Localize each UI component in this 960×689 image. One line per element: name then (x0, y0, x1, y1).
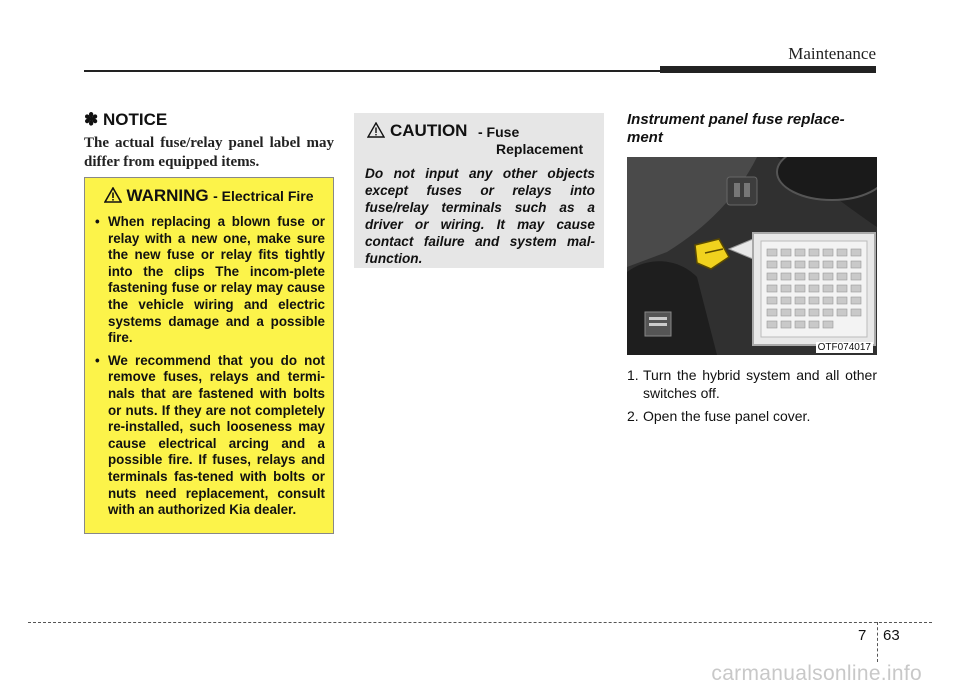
watermark: carmanualsonline.info (711, 662, 922, 685)
warning-subtitle: - Electrical Fire (213, 188, 314, 204)
chapter-number: 7 (858, 627, 867, 644)
warning-item: • When replacing a blown fuse or relay with a new one, make sure the new fuse or relay fits tightly into the clips The incom-plete fastening fuse or relay may cause the vehicle wiring and electric systems damage and a possible fire. (93, 214, 325, 347)
warning-item: • We recommend that you do not remove fuses, relays and termi-nals that are fastened with bolts or nuts. If they are not completely re-installed, such looseness may cause electrical arcing and a possible fire. If fuses, relays and terminals fas-tened with bolts or nuts need replacement, consult with an authorized Kia dealer. (93, 353, 325, 519)
warning-header (85, 186, 333, 206)
header-rule-accent (660, 66, 876, 73)
footer-divider (877, 622, 878, 662)
step-item (627, 407, 877, 425)
warning-list (93, 214, 325, 525)
footer-rule (28, 622, 932, 623)
header-rule (84, 70, 664, 72)
caution-text: Do not input any other objects except fuses or relays into fuse/relay terminals such as a driver or wiring. It may cause contact failure and system mal-function. (365, 166, 595, 266)
fuse-panel-figure (627, 157, 877, 355)
header-section-title: Maintenance (788, 44, 876, 63)
notice-title: ✽ NOTICE (84, 110, 168, 129)
caution-box (354, 113, 604, 268)
caution-triangle-icon (367, 122, 385, 138)
notice-text: The actual fuse/relay panel label may differ from equipped items. (84, 135, 334, 170)
caution-subtitle-continued: Replacement (496, 141, 584, 157)
step-item (627, 366, 877, 402)
step-text: Open the fuse panel cover. (643, 408, 811, 424)
caution-subtitle: - Fuse (478, 124, 520, 140)
warning-title: WARNING (126, 186, 209, 205)
warning-box (84, 177, 334, 534)
caution-title: CAUTION (390, 121, 468, 140)
step-number: 1. (627, 367, 639, 383)
section-title: Instrument panel fuse replace-ment (627, 111, 845, 146)
page-number: 63 (883, 627, 900, 644)
figure-caption: OTF074017 (817, 342, 871, 353)
steps-list (627, 366, 877, 430)
step-number: 2. (627, 408, 639, 424)
fuse-panel-illustration (627, 157, 877, 355)
warning-triangle-icon (104, 187, 122, 203)
step-text: Turn the hybrid system and all other switches off. (643, 367, 877, 401)
